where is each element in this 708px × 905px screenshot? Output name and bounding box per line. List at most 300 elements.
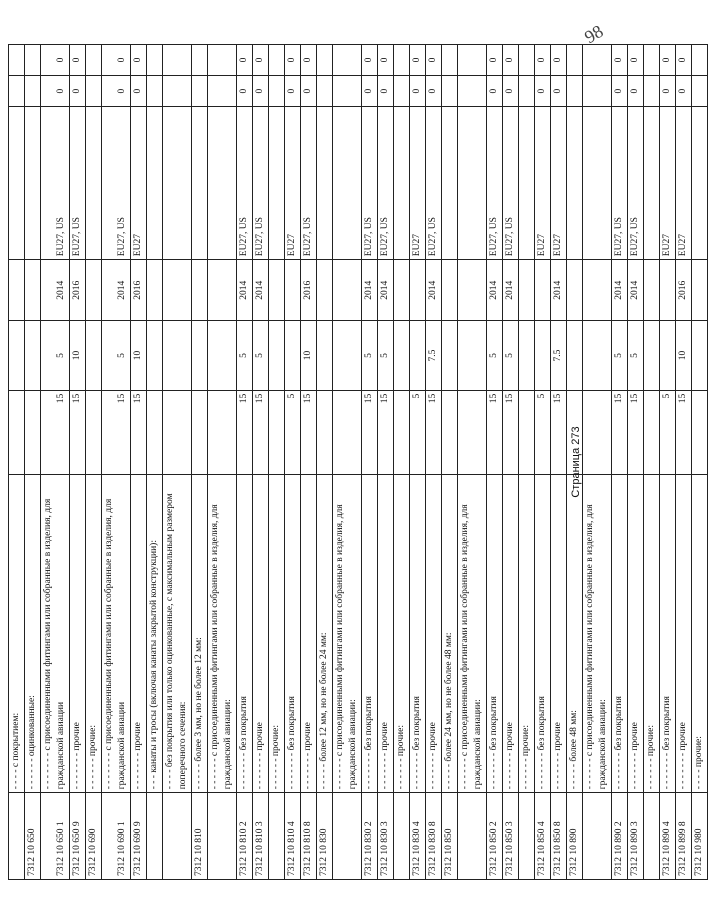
year-cell <box>333 260 362 321</box>
base-rate-cell <box>394 390 410 475</box>
table-row <box>237 45 253 880</box>
base-rate-cell: 15 <box>253 390 269 475</box>
table-row <box>253 45 269 880</box>
flag-cell: 0 <box>503 76 519 107</box>
zero-cell <box>269 45 285 76</box>
table-row <box>426 45 442 880</box>
base-rate-cell: 15 <box>41 390 70 475</box>
flag-cell: 0 <box>628 76 644 107</box>
table-row <box>487 45 503 880</box>
year-cell: 2014 <box>237 260 253 321</box>
year-cell <box>163 260 192 321</box>
partners-cell <box>147 107 163 260</box>
description-cell: - - - - - - - без покрытия <box>410 475 426 793</box>
year-cell: 2016 <box>676 260 692 321</box>
year-cell <box>410 260 426 321</box>
table-row <box>612 45 628 880</box>
base-rate-cell <box>317 390 333 475</box>
tariff-code-cell: 7312 10 830 2 <box>362 793 378 880</box>
base-rate-cell: 15 <box>362 390 378 475</box>
partners-cell <box>25 107 41 260</box>
flag-cell: 0 <box>426 76 442 107</box>
base-rate-cell: 15 <box>426 390 442 475</box>
table-row <box>208 45 237 880</box>
description-cell: - - - - - - с присоединенными фитингами или собранные в изделия, для гражданской авиации: <box>458 475 487 793</box>
table-row <box>676 45 692 880</box>
description-cell: - - - - - - - без покрытия <box>362 475 378 793</box>
description-cell: - - - - - - - прочие <box>131 475 147 793</box>
flag-cell: 0 <box>285 76 301 107</box>
year-cell <box>25 260 41 321</box>
table-row <box>394 45 410 880</box>
base-rate-cell <box>86 390 102 475</box>
description-cell: - - - - - - - с присоединенными фитингами или собранные в изделия, для гражданской авиации <box>41 475 70 793</box>
year-cell: 2014 <box>503 260 519 321</box>
zero-cell: 0 <box>612 45 628 76</box>
tariff-code-cell: 7312 10 690 9 <box>131 793 147 880</box>
tariff-code-cell <box>333 793 362 880</box>
table-row <box>9 45 25 880</box>
base-rate-cell: 5 <box>410 390 426 475</box>
base-rate-cell: 15 <box>237 390 253 475</box>
tariff-code-cell: 7312 10 830 <box>317 793 333 880</box>
partners-cell: EU27, US <box>253 107 269 260</box>
base-rate-cell <box>333 390 362 475</box>
final-rate-cell <box>317 321 333 391</box>
flag-cell: 0 <box>253 76 269 107</box>
partners-cell <box>333 107 362 260</box>
final-rate-cell <box>458 321 487 391</box>
partners-cell: EU27, US <box>41 107 70 260</box>
tariff-code-cell: 7312 10 650 9 <box>70 793 86 880</box>
flag-cell <box>86 76 102 107</box>
zero-cell: 0 <box>362 45 378 76</box>
flag-cell: 0 <box>378 76 394 107</box>
tariff-code-cell: 7312 10 899 8 <box>676 793 692 880</box>
partners-cell: EU27 <box>410 107 426 260</box>
flag-cell <box>9 76 25 107</box>
partners-cell: EU27 <box>676 107 692 260</box>
base-rate-cell: 15 <box>487 390 503 475</box>
final-rate-cell: 5 <box>628 321 644 391</box>
final-rate-cell <box>660 321 676 391</box>
table-row <box>102 45 131 880</box>
table-row <box>131 45 147 880</box>
final-rate-cell: 5 <box>503 321 519 391</box>
flag-cell: 0 <box>551 76 567 107</box>
final-rate-cell: 5 <box>487 321 503 391</box>
description-cell: - - - - - - прочие: <box>519 475 535 793</box>
zero-cell: 0 <box>237 45 253 76</box>
partners-cell: EU27, US <box>612 107 628 260</box>
description-cell: - - - - - - - без покрытия <box>535 475 551 793</box>
table-row <box>41 45 70 880</box>
tariff-code-cell: 7312 10 890 <box>567 793 583 880</box>
zero-cell <box>692 45 708 76</box>
description-cell: - - - - - - - прочие <box>378 475 394 793</box>
base-rate-cell <box>147 390 163 475</box>
tariff-code-cell: 7312 10 830 4 <box>410 793 426 880</box>
table-row <box>535 45 551 880</box>
final-rate-cell: 7.5 <box>551 321 567 391</box>
partners-cell: EU27, US <box>378 107 394 260</box>
partners-cell <box>458 107 487 260</box>
description-cell: - - - - - - - без покрытия <box>285 475 301 793</box>
description-cell: - - - - - - с присоединенными фитингами или собранные в изделия, для гражданской авиации: <box>333 475 362 793</box>
base-rate-cell: 15 <box>503 390 519 475</box>
zero-cell: 0 <box>426 45 442 76</box>
partners-cell <box>9 107 25 260</box>
description-cell: - - - - - - - без покрытия <box>660 475 676 793</box>
tariff-code-cell: 7312 10 830 8 <box>426 793 442 880</box>
final-rate-cell: 5 <box>612 321 628 391</box>
year-cell: 2016 <box>70 260 86 321</box>
partners-cell <box>583 107 612 260</box>
tariff-code-cell: 7312 10 650 1 <box>41 793 70 880</box>
year-cell <box>208 260 237 321</box>
zero-cell: 0 <box>131 45 147 76</box>
description-cell: - - - - - - - прочие <box>70 475 86 793</box>
partners-cell: EU27, US <box>70 107 86 260</box>
base-rate-cell: 5 <box>660 390 676 475</box>
table-row <box>147 45 163 880</box>
flag-cell <box>147 76 163 107</box>
zero-cell <box>519 45 535 76</box>
tariff-code-cell: 7312 10 690 1 <box>102 793 131 880</box>
zero-cell: 0 <box>410 45 426 76</box>
base-rate-cell <box>458 390 487 475</box>
flag-cell <box>208 76 237 107</box>
flag-cell: 0 <box>70 76 86 107</box>
year-cell: 2014 <box>628 260 644 321</box>
flag-cell <box>269 76 285 107</box>
zero-cell: 0 <box>535 45 551 76</box>
description-cell: - - - - - более 48 мм: <box>567 475 583 793</box>
flag-cell <box>394 76 410 107</box>
partners-cell <box>394 107 410 260</box>
description-cell: - - - - - - - прочие <box>503 475 519 793</box>
tariff-code-cell <box>458 793 487 880</box>
base-rate-cell <box>9 390 25 475</box>
partners-cell: EU27, US <box>503 107 519 260</box>
year-cell: 2016 <box>301 260 317 321</box>
base-rate-cell <box>208 390 237 475</box>
description-cell: - - - - - - - прочие <box>676 475 692 793</box>
partners-cell: EU27, US <box>237 107 253 260</box>
table-row <box>70 45 86 880</box>
zero-cell: 0 <box>378 45 394 76</box>
base-rate-cell: 5 <box>535 390 551 475</box>
table-row <box>644 45 660 880</box>
zero-cell: 0 <box>70 45 86 76</box>
table-row <box>410 45 426 880</box>
zero-cell <box>9 45 25 76</box>
zero-cell <box>147 45 163 76</box>
description-cell: - - - - - - оцинкованные: <box>25 475 41 793</box>
description-cell: - - - - - - - с присоединенными фитингами или собранные в изделия, для гражданской авиации <box>102 475 131 793</box>
zero-cell: 0 <box>628 45 644 76</box>
partners-cell <box>269 107 285 260</box>
year-cell <box>644 260 660 321</box>
base-rate-cell: 15 <box>301 390 317 475</box>
rotated-page-content <box>8 44 704 880</box>
final-rate-cell <box>147 321 163 391</box>
year-cell <box>519 260 535 321</box>
zero-cell <box>458 45 487 76</box>
tariff-code-cell: 7312 10 850 4 <box>535 793 551 880</box>
year-cell: 2014 <box>102 260 131 321</box>
year-cell <box>535 260 551 321</box>
table-row <box>458 45 487 880</box>
description-cell: - - - - - - с присоединенными фитингами или собранные в изделия, для гражданской авиации: <box>208 475 237 793</box>
zero-cell: 0 <box>301 45 317 76</box>
tariff-code-cell: 7312 10 890 2 <box>612 793 628 880</box>
tariff-code-cell: 7312 10 810 3 <box>253 793 269 880</box>
partners-cell: EU27 <box>285 107 301 260</box>
base-rate-cell <box>269 390 285 475</box>
final-rate-cell <box>192 321 208 391</box>
base-rate-cell: 5 <box>285 390 301 475</box>
base-rate-cell <box>442 390 458 475</box>
year-cell <box>660 260 676 321</box>
final-rate-cell: 5 <box>102 321 131 391</box>
flag-cell <box>192 76 208 107</box>
table-row <box>503 45 519 880</box>
flag-cell <box>458 76 487 107</box>
table-row <box>628 45 644 880</box>
partners-cell: EU27, US <box>487 107 503 260</box>
description-cell: - - - - - более 3 мм, но не более 12 мм: <box>192 475 208 793</box>
final-rate-cell: 5 <box>41 321 70 391</box>
tariff-code-cell <box>163 793 192 880</box>
tariff-code-cell: 7312 10 650 <box>25 793 41 880</box>
description-cell: - - - - - - - прочие <box>253 475 269 793</box>
table-row <box>163 45 192 880</box>
partners-cell <box>192 107 208 260</box>
tariff-code-cell: 7312 10 810 4 <box>285 793 301 880</box>
tariff-code-cell <box>9 793 25 880</box>
table-row <box>317 45 333 880</box>
partners-cell <box>317 107 333 260</box>
table-row <box>551 45 567 880</box>
flag-cell: 0 <box>131 76 147 107</box>
tariff-code-cell: 7312 10 850 2 <box>487 793 503 880</box>
zero-cell: 0 <box>503 45 519 76</box>
base-rate-cell <box>519 390 535 475</box>
zero-cell <box>86 45 102 76</box>
tariff-table <box>8 44 708 880</box>
tariff-code-cell <box>583 793 612 880</box>
year-cell <box>458 260 487 321</box>
zero-cell: 0 <box>487 45 503 76</box>
final-rate-cell <box>644 321 660 391</box>
table-row <box>333 45 362 880</box>
zero-cell <box>192 45 208 76</box>
final-rate-cell <box>333 321 362 391</box>
table-row <box>583 45 612 880</box>
description-cell: - - - - без покрытия или только оцинкованные, с максимальным размером поперечного сечения: <box>163 475 192 793</box>
final-rate-cell: 10 <box>70 321 86 391</box>
partners-cell: EU27 <box>535 107 551 260</box>
description-cell: - - - - - более 24 мм, но не более 48 мм: <box>442 475 458 793</box>
tariff-code-cell <box>147 793 163 880</box>
flag-cell <box>317 76 333 107</box>
zero-cell <box>583 45 612 76</box>
partners-cell <box>519 107 535 260</box>
base-rate-cell <box>192 390 208 475</box>
final-rate-cell <box>9 321 25 391</box>
year-cell <box>285 260 301 321</box>
final-rate-cell: 10 <box>676 321 692 391</box>
tariff-code-cell: 7312 10 890 4 <box>660 793 676 880</box>
final-rate-cell <box>410 321 426 391</box>
base-rate-cell: 15 <box>70 390 86 475</box>
year-cell <box>269 260 285 321</box>
tariff-code-cell: 7312 10 850 3 <box>503 793 519 880</box>
flag-cell <box>519 76 535 107</box>
base-rate-cell <box>25 390 41 475</box>
flag-cell: 0 <box>660 76 676 107</box>
tariff-code-cell <box>644 793 660 880</box>
year-cell: 2016 <box>131 260 147 321</box>
description-cell: - - - - - более 12 мм, но не более 24 мм: <box>317 475 333 793</box>
partners-cell <box>163 107 192 260</box>
tariff-code-cell: 7312 10 690 <box>86 793 102 880</box>
year-cell <box>394 260 410 321</box>
final-rate-cell <box>442 321 458 391</box>
zero-cell <box>25 45 41 76</box>
year-cell <box>192 260 208 321</box>
table-row <box>442 45 458 880</box>
description-cell: - - - - - - - без покрытия <box>487 475 503 793</box>
partners-cell: EU27, US <box>102 107 131 260</box>
handwritten-page-mark: 98 <box>580 20 607 48</box>
year-cell: 2014 <box>612 260 628 321</box>
final-rate-cell <box>535 321 551 391</box>
year-cell <box>9 260 25 321</box>
page-number: Страница 273 <box>570 426 582 498</box>
flag-cell <box>583 76 612 107</box>
table-row <box>362 45 378 880</box>
base-rate-cell: 15 <box>551 390 567 475</box>
zero-cell <box>442 45 458 76</box>
final-rate-cell <box>208 321 237 391</box>
description-cell: - - - - - - с присоединенными фитингами или собранные в изделия, для гражданской авиации: <box>583 475 612 793</box>
tariff-code-cell: 7312 10 980 <box>692 793 708 880</box>
flag-cell <box>692 76 708 107</box>
year-cell: 2014 <box>41 260 70 321</box>
flag-cell <box>333 76 362 107</box>
flag-cell: 0 <box>535 76 551 107</box>
year-cell <box>147 260 163 321</box>
year-cell: 2014 <box>253 260 269 321</box>
tariff-code-cell <box>394 793 410 880</box>
final-rate-cell: 10 <box>131 321 147 391</box>
partners-cell <box>208 107 237 260</box>
final-rate-cell: 5 <box>378 321 394 391</box>
tariff-code-cell: 7312 10 890 3 <box>628 793 644 880</box>
final-rate-cell <box>285 321 301 391</box>
partners-cell <box>644 107 660 260</box>
partners-cell: EU27 <box>551 107 567 260</box>
tariff-code-cell: 7312 10 810 <box>192 793 208 880</box>
final-rate-cell <box>394 321 410 391</box>
partners-cell: EU27, US <box>628 107 644 260</box>
flag-cell: 0 <box>487 76 503 107</box>
description-cell: - - - - - - прочие: <box>394 475 410 793</box>
final-rate-cell: 5 <box>253 321 269 391</box>
zero-cell: 0 <box>676 45 692 76</box>
final-rate-cell <box>692 321 708 391</box>
final-rate-cell: 10 <box>301 321 317 391</box>
tariff-code-cell: 7312 10 830 3 <box>378 793 394 880</box>
tariff-code-cell: 7312 10 850 <box>442 793 458 880</box>
final-rate-cell: 7.5 <box>426 321 442 391</box>
partners-cell <box>692 107 708 260</box>
description-cell: - - - - - - - без покрытия <box>612 475 628 793</box>
partners-cell: EU27, US <box>301 107 317 260</box>
description-cell: - - - канаты и тросы (включая канаты закрытой конструкции): <box>147 475 163 793</box>
description-cell: - - - - с покрытием: <box>9 475 25 793</box>
description-cell: - - - - - - - прочие <box>551 475 567 793</box>
year-cell: 2014 <box>426 260 442 321</box>
flag-cell: 0 <box>362 76 378 107</box>
table-row <box>692 45 708 880</box>
zero-cell: 0 <box>41 45 70 76</box>
table-row <box>378 45 394 880</box>
base-rate-cell: 15 <box>628 390 644 475</box>
year-cell <box>317 260 333 321</box>
zero-cell: 0 <box>660 45 676 76</box>
zero-cell <box>394 45 410 76</box>
base-rate-cell: 15 <box>676 390 692 475</box>
year-cell: 2014 <box>378 260 394 321</box>
tariff-table-body <box>9 45 708 880</box>
partners-cell: EU27, US <box>426 107 442 260</box>
zero-cell: 0 <box>253 45 269 76</box>
tariff-code-cell <box>208 793 237 880</box>
flag-cell: 0 <box>237 76 253 107</box>
year-cell <box>442 260 458 321</box>
year-cell <box>86 260 102 321</box>
final-rate-cell <box>583 321 612 391</box>
final-rate-cell <box>163 321 192 391</box>
year-cell <box>692 260 708 321</box>
year-cell: 2014 <box>487 260 503 321</box>
tariff-code-cell <box>269 793 285 880</box>
final-rate-cell <box>519 321 535 391</box>
table-row <box>519 45 535 880</box>
flag-cell: 0 <box>410 76 426 107</box>
description-cell: - - - - - - - прочие <box>628 475 644 793</box>
description-cell: - - - - - - прочие: <box>269 475 285 793</box>
zero-cell <box>644 45 660 76</box>
partners-cell <box>442 107 458 260</box>
table-row <box>269 45 285 880</box>
description-cell: - - - - - - - прочие <box>426 475 442 793</box>
table-row <box>301 45 317 880</box>
base-rate-cell <box>163 390 192 475</box>
flag-cell: 0 <box>301 76 317 107</box>
flag-cell <box>442 76 458 107</box>
flag-cell: 0 <box>41 76 70 107</box>
year-cell: 2014 <box>362 260 378 321</box>
description-cell: - - - - - - прочие: <box>644 475 660 793</box>
description-cell: - - - - - - прочие: <box>86 475 102 793</box>
table-row <box>660 45 676 880</box>
description-cell: - - - - прочие: <box>692 475 708 793</box>
final-rate-cell <box>25 321 41 391</box>
